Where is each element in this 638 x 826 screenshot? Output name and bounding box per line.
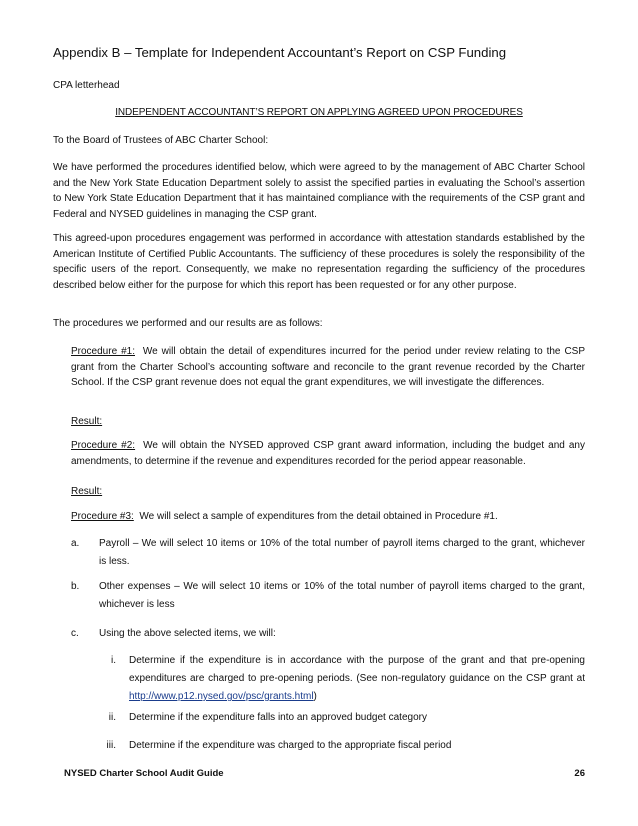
list-item-text: Using the above selected items, we will: — [99, 628, 276, 639]
list-item-text: Payroll – We will select 10 items or 10% of the total number of payroll items charged to the grant, whichever is less. — [99, 538, 585, 567]
paragraph-standards: This agreed-upon procedures engagement was performed in accordance with attestation standards established by the American Institute of Certified Public Accountants. The sufficiency of these procedures is solely the responsibility of the specific users of the report. Consequently, we make no representation regarding the sufficiency of the procedures described below either for the purpose for which this report has been requested or for any other purpose. — [53, 233, 585, 291]
salutation: To the Board of Trustees of ABC Charter School: — [53, 135, 269, 146]
appendix-title: Appendix B – Template for Independent Accountant’s Report on CSP Funding — [53, 45, 507, 60]
subitem-marker: ii. — [108, 712, 116, 723]
paragraph-procedures-intro: The procedures we performed and our results are as follows: — [53, 318, 323, 329]
procedure-3-label: Procedure #3: — [71, 511, 134, 522]
footer-page-number: 26 — [574, 768, 585, 779]
subitem-marker: i. — [111, 655, 116, 666]
report-heading: INDEPENDENT ACCOUNTANT’S REPORT ON APPLYING AGREED UPON PROCEDURES — [115, 107, 523, 118]
letterhead-placeholder: CPA letterhead — [53, 80, 120, 91]
procedure-1-result — [71, 414, 585, 430]
list-marker: c. — [71, 628, 79, 639]
list-marker: b. — [71, 581, 80, 592]
subitem-text: Determine if the expenditure was charged to the appropriate fiscal period — [129, 740, 452, 751]
procedure-1-result-label: Result: — [71, 416, 103, 427]
subitem-text — [129, 652, 585, 706]
procedure-2-result — [71, 484, 585, 500]
list-marker: a. — [71, 538, 80, 549]
subitem-text-after: ) — [313, 691, 317, 702]
procedure-3-text: We will select a sample of expenditures from the detail obtained in Procedure #1. — [139, 511, 498, 522]
procedure-3 — [71, 509, 585, 525]
csp-grants-link[interactable]: http://www.p12.nysed.gov/psc/grants.html — [129, 691, 314, 702]
procedure-1 — [71, 344, 585, 391]
footer-guide-name: NYSED Charter School Audit Guide — [64, 768, 224, 779]
subitem-text: Determine if the expenditure falls into an approved budget category — [129, 712, 427, 723]
list-item-text: Other expenses – We will select 10 items or 10% of the total number of payroll items charged to the grant, whichever is less — [99, 581, 585, 610]
subitem-marker: iii. — [106, 740, 116, 751]
procedure-2-text: We will obtain the NYSED approved CSP grant award information, including the budget and any amendments, to determine if the revenue and expenditures recorded for the period appear reasonable. — [71, 440, 585, 467]
subitem-text-before: Determine if the expenditure is in accordance with the purpose of the grant and that pre-opening expenditures are charged to pre-opening periods. (See non-regulatory guidance on the CSP grant at — [129, 655, 585, 684]
procedure-1-text: We will obtain the detail of expenditures incurred for the period under review relating to the CSP grant from the Charter School’s accounting software and reconcile to the grant revenue recorded by the Charter School. If the CSP grant revenue does not equal the grant expenditures, we will investigate the differences. — [71, 346, 586, 388]
procedure-1-label: Procedure #1: — [71, 346, 135, 357]
paragraph-engagement: We have performed the procedures identified below, which were agreed to by the management of ABC Charter School and the New York State Education Department solely to assist the specified parties in evaluating the School’s assertion to New York State Education Department that it has maintained compliance with the requirements of the CSP grant and Federal and NYSED guidelines in managing the CSP grant. — [53, 162, 585, 220]
procedure-2-result-label: Result: — [71, 486, 103, 497]
procedure-2-label: Procedure #2: — [71, 440, 136, 451]
procedure-2 — [71, 438, 585, 469]
